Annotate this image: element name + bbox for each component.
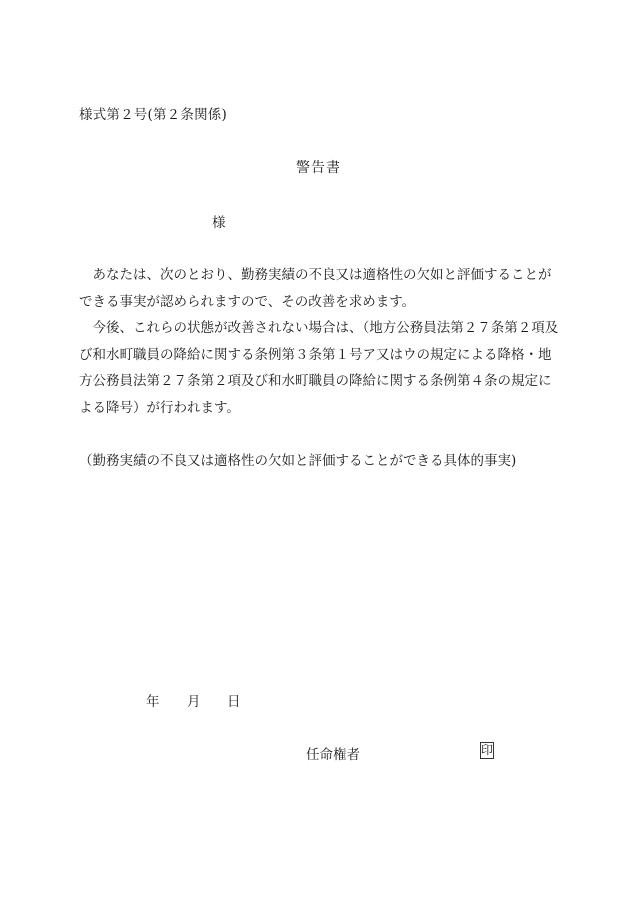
date-day-label: 日 <box>227 694 241 710</box>
body-paragraph-1: あなたは、次のとおり、勤務実績の不良又は適格性の欠如と評価することができる事実が認められますので、その改善を求めます。 <box>79 267 552 310</box>
date-year-label: 年 <box>146 694 160 710</box>
body-paragraph-2: 今後、これらの状態が改善されない場合は、（地方公務員法第２７条第２項及び和水町職員の降給に関する条例第３条第１号ア又はウの規定による降格・地方公務員法第２７条第２項及び和水町職員の降給に関する条例第４条の規定による降号）が行われます。 <box>79 320 559 416</box>
document-title: 警告書 <box>296 160 341 176</box>
form-number: 様式第２号(第２条関係) <box>79 107 227 123</box>
seal-stamp-icon: 印 <box>481 743 494 757</box>
date-month-label: 月 <box>187 694 201 710</box>
facts-heading: （勤務実績の不良又は適格性の欠如と評価することができる具体的事実) <box>79 453 517 469</box>
appointer-label: 任命権者 <box>306 747 360 763</box>
addressee-suffix: 様 <box>212 215 226 231</box>
body-text <box>79 262 559 422</box>
